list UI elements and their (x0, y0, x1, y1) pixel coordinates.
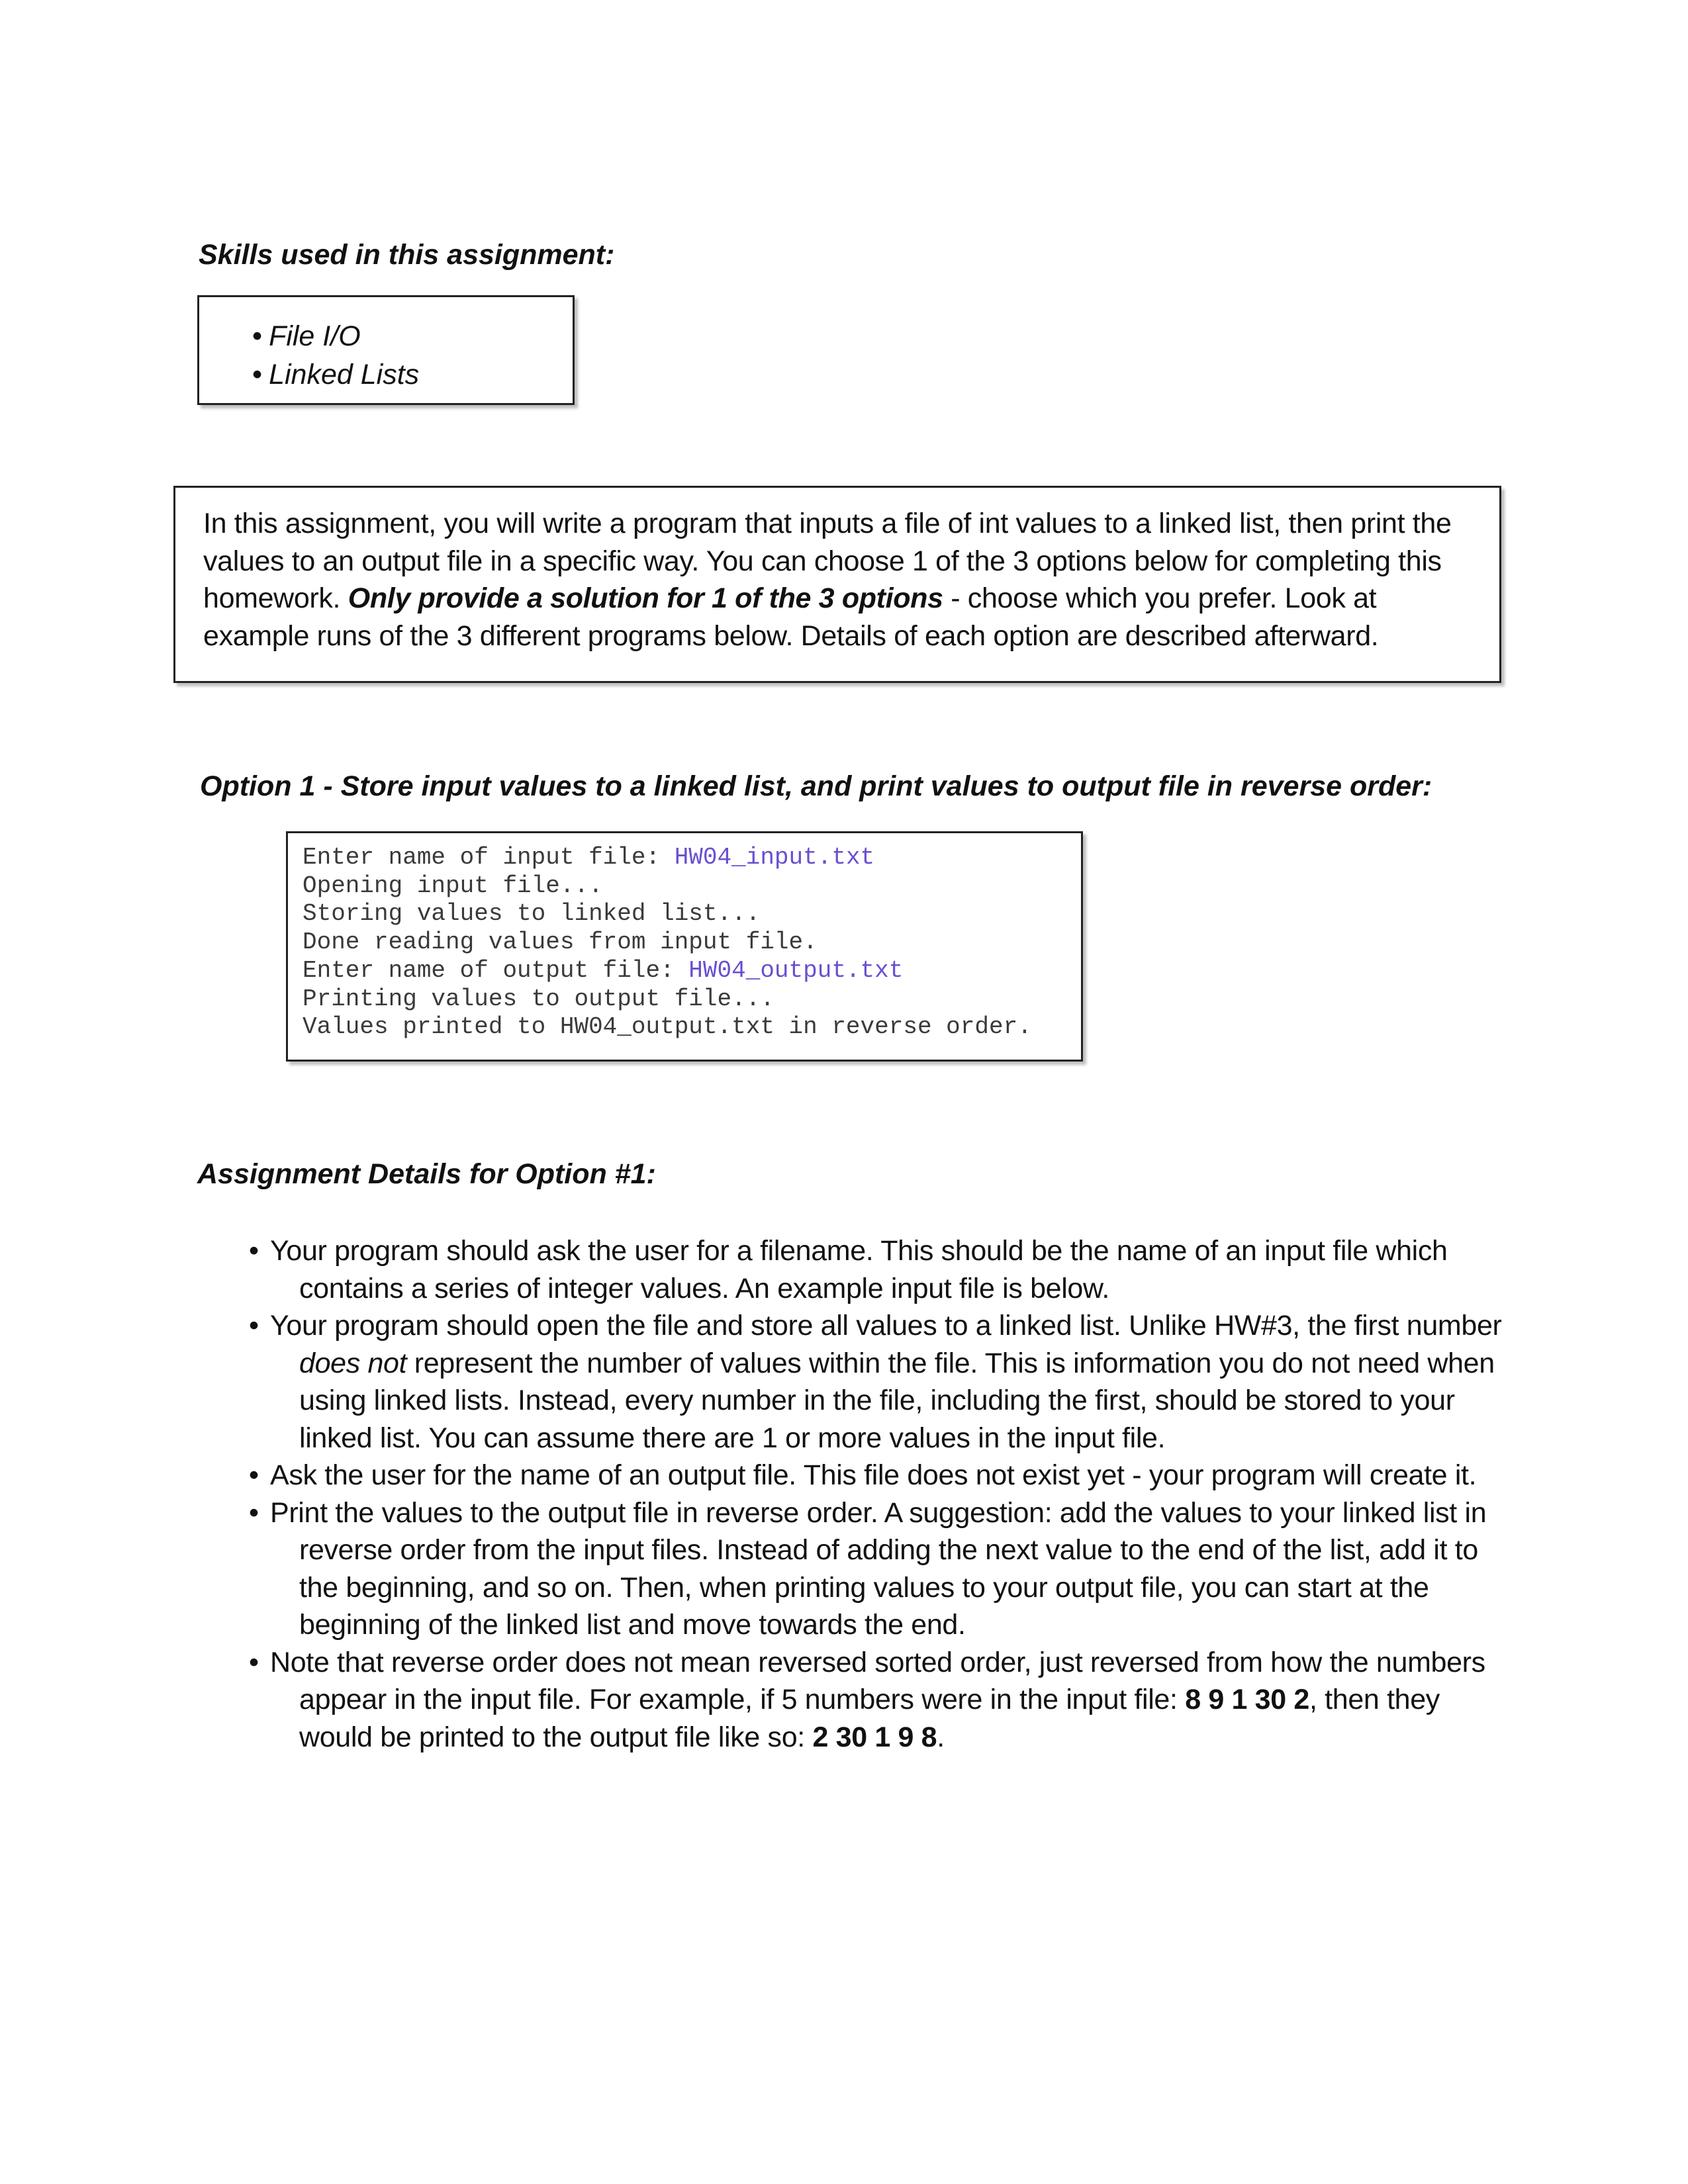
example-input-values: 8 9 1 30 2 (1185, 1684, 1309, 1715)
intro-paragraph (203, 505, 1481, 655)
details-emphasis: does not (299, 1347, 407, 1379)
example-output-values: 2 30 1 9 8 (812, 1721, 937, 1753)
console-line: Done reading values from input file. (303, 929, 818, 956)
details-item-text: Your program should ask the user for a filename. This should be the name of an input file which contains a series of integer values. An example input file is below. (270, 1235, 1448, 1304)
console-prompt: Enter name of input file: (303, 844, 675, 871)
details-item (249, 1232, 1507, 1307)
console-user-input: HW04_output.txt (688, 956, 904, 984)
console-line (303, 957, 1032, 985)
option1-heading: Option 1 - Store input values to a linked list, and print values to output file in reverse order: (200, 770, 1432, 802)
console-line (303, 844, 1032, 872)
details-item-text: Your program should open the file and store all values to a linked list. Unlike HW#3, the first number (270, 1310, 1502, 1342)
details-heading: Assignment Details for Option #1: (197, 1158, 656, 1190)
skills-heading: Skills used in this assignment: (199, 239, 615, 271)
console-line: Opening input file... (303, 872, 603, 899)
details-item-text: . (937, 1721, 945, 1753)
details-item (249, 1494, 1507, 1644)
console-output (303, 844, 1032, 1042)
details-list (249, 1232, 1507, 1756)
details-item-text: Print the values to the output file in reverse order. A suggestion: add the values to your linked list in reverse order from the input files. Instead of adding the next value to the end of the list, add it to the beginning, and so on. Then, when printing values to your output file, you can start at the beginning of the linked list and move towards the end. (270, 1496, 1487, 1641)
console-line: Values printed to HW04_output.txt in reverse order. (303, 1013, 1032, 1041)
intro-text-part1: In this assignment, you will write a program that inputs a file of int values to a linked list, then print the values to an output file in a specific way. You can choose 1 of the 3 options below for completing this homework. (203, 508, 1452, 614)
skill-item-file-io: • File I/O (252, 317, 419, 355)
details-item (249, 1457, 1507, 1494)
intro-box (173, 486, 1501, 683)
console-line: Storing values to linked list... (303, 900, 761, 928)
skills-list (252, 317, 419, 394)
details-item-text: , then they would be printed to the output file like so: (299, 1684, 1440, 1753)
console-prompt: Enter name of output file: (303, 956, 689, 984)
console-user-input: HW04_input.txt (674, 844, 875, 871)
details-item-text: represent the number of values within the file. This is information you do not need when using linked lists. Instead, every number in the file, including the first, should be stored to your linked list. You can assume there are 1 or more values in the input file. (299, 1347, 1495, 1454)
details-item (249, 1307, 1507, 1457)
skill-item-linked-lists: • Linked Lists (252, 355, 419, 394)
console-sample-run (286, 831, 1083, 1062)
intro-emphasis: Only provide a solution for 1 of the 3 options (348, 582, 943, 614)
details-item (249, 1644, 1507, 1756)
details-item-text: Note that reverse order does not mean reversed sorted order, just reversed from how the numbers appear in the input file. For example, if 5 numbers were in the input file: (270, 1646, 1485, 1715)
details-item-text: Ask the user for the name of an output file. This file does not exist yet - your program will create it. (270, 1459, 1477, 1491)
skills-box (197, 295, 575, 405)
console-line: Printing values to output file... (303, 985, 774, 1013)
intro-text-part2: - choose which you prefer. Look at example runs of the 3 different programs below. Details of each option are described afterward. (203, 582, 1379, 652)
